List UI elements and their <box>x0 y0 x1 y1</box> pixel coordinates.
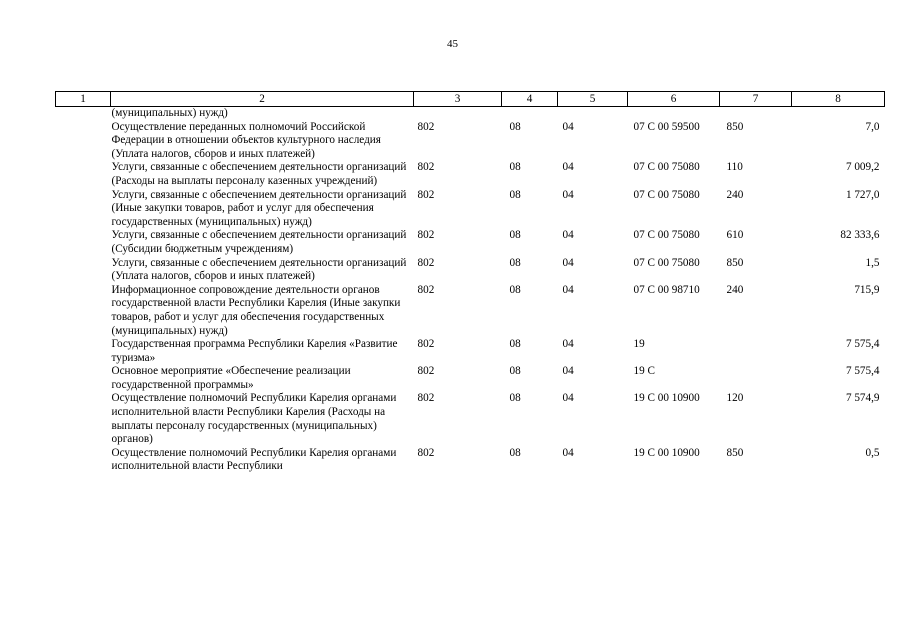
section-code <box>502 107 558 121</box>
subsection-code <box>558 107 628 121</box>
expense-description: (муниципальных) нужд) <box>111 107 228 119</box>
budget-table <box>55 91 885 474</box>
target-article-code: 19 <box>633 338 645 351</box>
expense-type-code: 850 <box>726 446 744 459</box>
subsection-code: 04 <box>562 188 574 201</box>
ministry-code: 802 <box>417 161 435 174</box>
target-article-code: 07 С 00 75080 <box>633 161 700 174</box>
expense-description: Услуги, связанные с обеспечением деятельности организаций (Уплата налогов, сборов и иных платежей) <box>111 256 407 283</box>
expense-type-code: 610 <box>726 229 744 242</box>
expense-description: Информационное сопровождение деятельности органов государственной власти Республики Карелия (Иные закупки товаров, работ и услуг для обеспечения государственных (муниципальных) нужд) <box>111 283 401 337</box>
ministry-code: 802 <box>417 120 435 133</box>
column-number: 7 <box>720 92 792 107</box>
table-row <box>56 107 885 121</box>
expense-description: Услуги, связанные с обеспечением деятельности организаций (Иные закупки товаров, работ и услуг для обеспечения государственных (муниципальных) нужд) <box>111 188 407 228</box>
table-row <box>56 189 885 230</box>
expense-type-code: 850 <box>726 120 744 133</box>
column-number: 6 <box>628 92 720 107</box>
section-code: 08 <box>509 283 521 296</box>
amount: 82 333,6 <box>840 229 880 242</box>
subsection-code: 04 <box>562 120 574 133</box>
subsection-code: 04 <box>562 365 574 378</box>
amount: 1,5 <box>865 256 880 269</box>
target-article-code: 07 С 00 75080 <box>633 188 700 201</box>
section-code: 08 <box>509 188 521 201</box>
amount: 0,5 <box>865 446 880 459</box>
expense-type-code <box>720 365 792 392</box>
column-number-row <box>56 92 885 107</box>
amount: 7 575,4 <box>845 338 880 351</box>
ministry-code <box>414 107 502 121</box>
ministry-code: 802 <box>417 229 435 242</box>
amount: 7 009,2 <box>845 161 880 174</box>
column-number: 3 <box>414 92 502 107</box>
table-row <box>56 121 885 162</box>
amount: 1 727,0 <box>845 188 880 201</box>
column-number: 8 <box>792 92 885 107</box>
subsection-code: 04 <box>562 446 574 459</box>
expense-type-code <box>720 107 792 121</box>
table-row <box>56 229 885 256</box>
target-article-code: 07 С 00 98710 <box>633 283 700 296</box>
subsection-code: 04 <box>562 256 574 269</box>
section-code: 08 <box>509 392 521 405</box>
amount <box>792 107 885 121</box>
target-article-code: 19 С 00 10900 <box>633 446 700 459</box>
expense-type-code: 240 <box>726 283 744 296</box>
ministry-code: 802 <box>417 283 435 296</box>
section-code: 08 <box>509 446 521 459</box>
ministry-code: 802 <box>417 256 435 269</box>
column-number: 2 <box>111 92 414 107</box>
table-row <box>56 257 885 284</box>
expense-type-code <box>720 338 792 365</box>
expense-type-code: 110 <box>726 161 743 174</box>
section-code: 08 <box>509 256 521 269</box>
column-number: 5 <box>558 92 628 107</box>
expense-description: Государственная программа Республики Карелия «Развитие туризма» <box>111 338 398 364</box>
target-article-code <box>628 107 720 121</box>
section-code: 08 <box>509 365 521 378</box>
table-row <box>56 338 885 365</box>
expense-description: Осуществление полномочий Республики Карелия органами исполнительной власти Республики <box>111 446 397 473</box>
expense-description: Основное мероприятие «Обеспечение реализации государственной программы» <box>111 365 351 391</box>
section-code: 08 <box>509 120 521 133</box>
table-row <box>56 447 885 474</box>
table-row <box>56 284 885 338</box>
target-article-code: 07 С 00 59500 <box>633 120 700 133</box>
expense-type-code: 240 <box>726 188 744 201</box>
expense-type-code: 120 <box>726 392 744 405</box>
table-row <box>56 392 885 446</box>
column-number: 1 <box>56 92 111 107</box>
subsection-code: 04 <box>562 229 574 242</box>
ministry-code: 802 <box>417 188 435 201</box>
amount: 715,9 <box>854 283 880 296</box>
subsection-code: 04 <box>562 392 574 405</box>
expense-description: Осуществление переданных полномочий Российской Федерации в отношении объектов культурного наследия (Уплата налогов, сборов и иных платежей) <box>111 120 381 160</box>
target-article-code: 07 С 00 75080 <box>633 256 700 269</box>
column-number: 4 <box>502 92 558 107</box>
amount: 7 575,4 <box>845 365 880 378</box>
page-number: 45 <box>447 38 458 50</box>
section-code: 08 <box>509 161 521 174</box>
ministry-code: 802 <box>417 338 435 351</box>
ministry-code: 802 <box>417 365 435 378</box>
expense-type-code: 850 <box>726 256 744 269</box>
table-row <box>56 161 885 188</box>
amount: 7 574,9 <box>845 392 880 405</box>
section-code: 08 <box>509 338 521 351</box>
table-row <box>56 365 885 392</box>
target-article-code: 19 С <box>633 365 655 378</box>
expense-description: Услуги, связанные с обеспечением деятельности организаций (Субсидии бюджетным учреждениям) <box>111 229 407 255</box>
expense-description: Услуги, связанные с обеспечением деятельности организаций (Расходы на выплаты персоналу казенных учреждений) <box>111 161 407 187</box>
ministry-code: 802 <box>417 446 435 459</box>
subsection-code: 04 <box>562 338 574 351</box>
expense-description: Осуществление полномочий Республики Карелия органами исполнительной власти Республики Карелия (Расходы на выплаты персоналу государственных (муниципальных) органов) <box>111 392 397 446</box>
target-article-code: 19 С 00 10900 <box>633 392 700 405</box>
subsection-code: 04 <box>562 161 574 174</box>
amount: 7,0 <box>865 120 880 133</box>
section-code: 08 <box>509 229 521 242</box>
ministry-code: 802 <box>417 392 435 405</box>
subsection-code: 04 <box>562 283 574 296</box>
target-article-code: 07 С 00 75080 <box>633 229 700 242</box>
